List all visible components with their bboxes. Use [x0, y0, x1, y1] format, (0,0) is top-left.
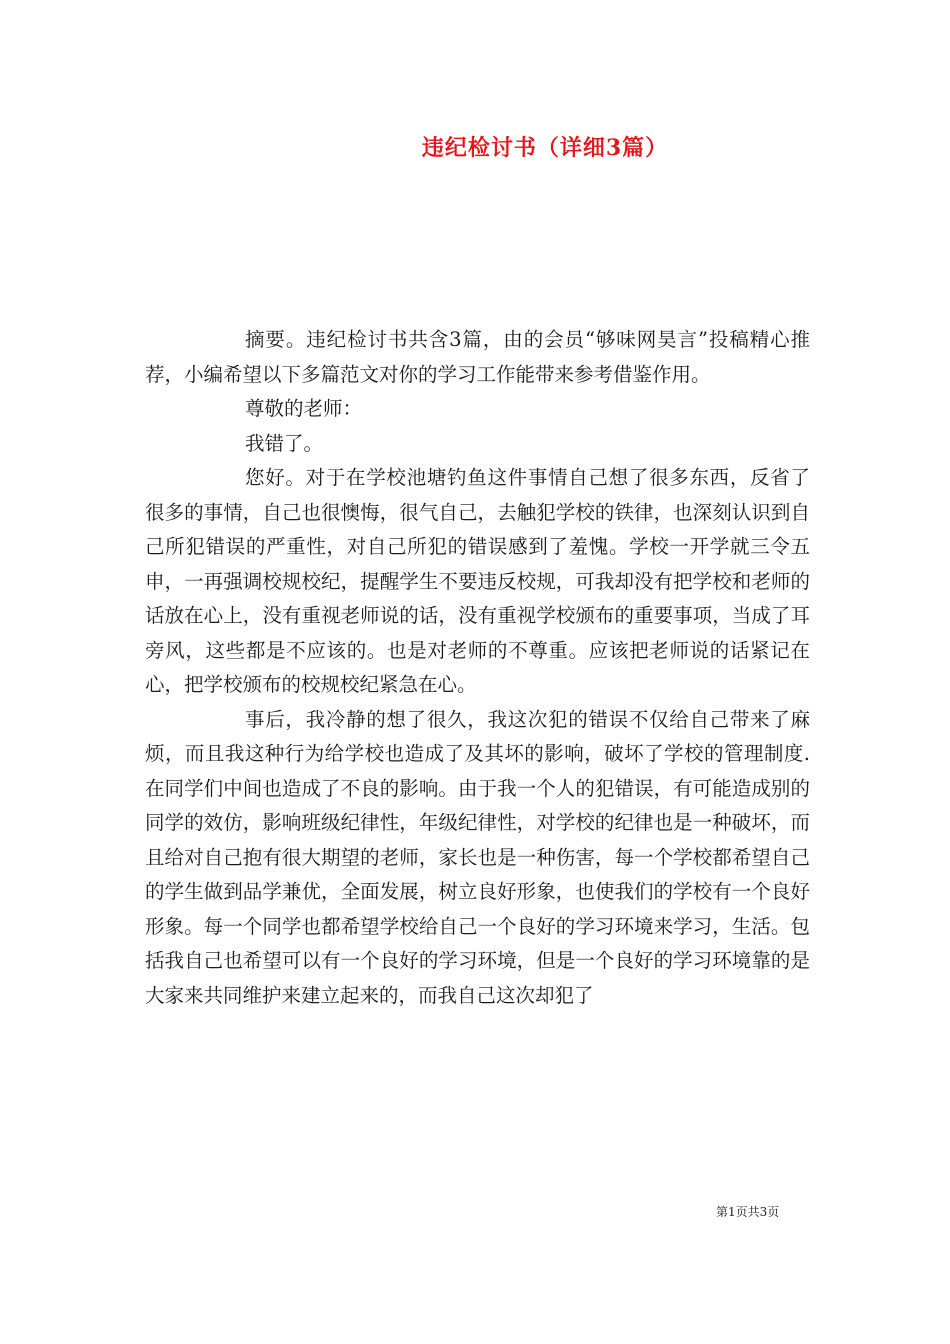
body-paragraph: 事后，我冷静的想了很久，我这次犯的错误不仅给自己带来了麻烦，而且我这种行为给学校也造成了及其坏的影响，破坏了学校的管理制度.在同学们中间也造成了不良的影响。由于我一个人的犯错误，有可能造成别的同学的效仿，影响班级纪律性，年级纪律性，对学校的纪律也是一种破坏，而且给对自己抱有很大期望的老师，家长也是一种伤害，每一个学校都希望自己的学生做到品学兼优，全面发展，树立良好形象，也使我们的学校有一个良好形象。每一个同学也都希望学校给自己一个良好的学习环境来学习，生活。包括我自己也希望可以有一个良好的学习环境，但是一个良好的学习环境靠的是大家来共同维护来建立起来的，而我自己这次却犯了 [145, 707, 810, 1007]
salutation: 尊敬的老师： [245, 397, 363, 420]
document-title: 违纪检讨书（详细3篇） [421, 135, 669, 161]
body-paragraph: 您好。对于在学校池塘钓鱼这件事情自己想了很多东西，反省了很多的事情，自己也很懊悔，很气自己，去触犯学校的铁律，也深刻认识到自己所犯错误的严重性，对自己所犯的错误感到了羞愧。学校一开学就三令五申，一再强调校规校纪，提醒学生不要违反校规，可我却没有把学校和老师的话放在心上，没有重视老师说的话，没有重视学校颁布的重要事项，当成了耳旁风，这些都是不应该的。也是对老师的不尊重。应该把老师说的话紧记在心，把学校颁布的校规校纪紧急在心。 [145, 466, 810, 696]
opening-line: 我错了。 [245, 431, 324, 455]
page-number: 第1页共3页 [716, 1205, 780, 1219]
abstract-paragraph: 摘要。违纪检讨书共含3篇，由的会员“够味网昊言”投稿精心推荐，小编希望以下多篇范文对你的学习工作能带来参考借鉴作用。 [145, 328, 810, 386]
document-body [145, 323, 810, 1013]
